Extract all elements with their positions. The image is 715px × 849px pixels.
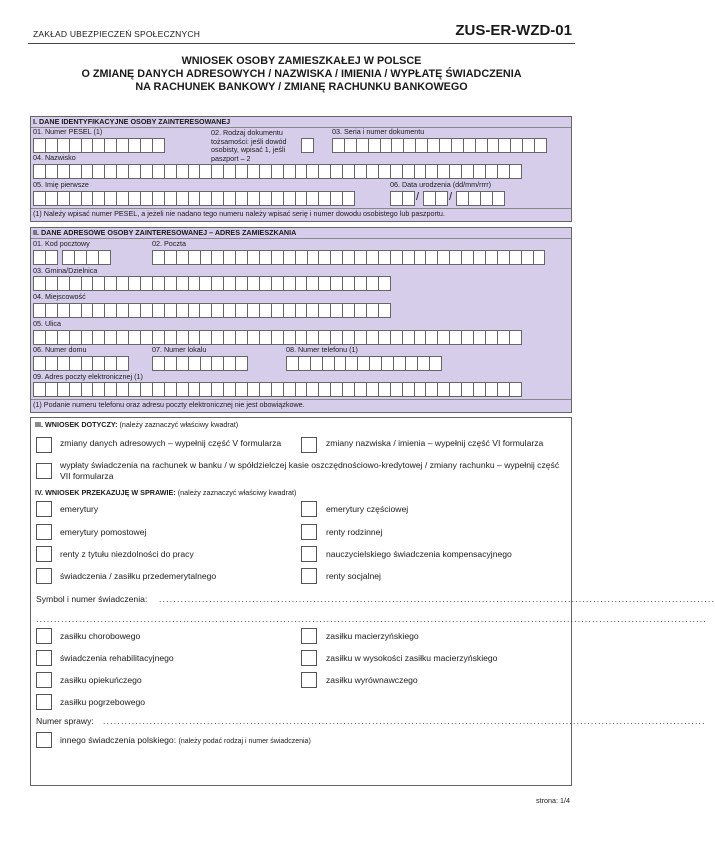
input-cell[interactable] xyxy=(378,276,391,291)
input-cell[interactable] xyxy=(435,191,448,206)
care-allowance-checkbox[interactable] xyxy=(36,672,52,688)
commune-label: 03. Gmina/Dzielnica xyxy=(33,266,98,275)
old-age-pension-label: emerytury xyxy=(60,504,99,514)
first-name-input[interactable] xyxy=(33,191,354,206)
input-cell[interactable] xyxy=(235,356,248,371)
section-3-4-request xyxy=(30,417,715,786)
post-office-label: 02. Poczta xyxy=(152,239,186,248)
flat-number-input[interactable] xyxy=(152,356,247,371)
first-name-label: 05. Imię pierwsze xyxy=(33,180,89,189)
bank-payment-label: wypłaty świadczenia na rachunek w banku / w spółdzielczej kasie oszczędnościowo-kredytowej / zmiany rachunku – wypełnij część VII formularza xyxy=(60,460,560,481)
surname-label: 04. Nazwisko xyxy=(33,153,76,162)
locality-input[interactable] xyxy=(33,303,390,318)
form-code: ZUS-ER-WZD-01 xyxy=(455,22,572,39)
survivor-pension-label: renty rodzinnej xyxy=(326,527,383,537)
commune-input[interactable] xyxy=(33,276,390,291)
funeral-benefit-checkbox[interactable] xyxy=(36,694,52,710)
input-cell[interactable] xyxy=(402,191,415,206)
survivor-pension-checkbox[interactable] xyxy=(301,524,317,540)
partial-pension-checkbox[interactable] xyxy=(301,501,317,517)
disability-pension-label: renty z tytułu niezdolności do pracy xyxy=(60,549,194,559)
input-cell[interactable] xyxy=(98,250,111,265)
locality-label: 04. Miejscowość xyxy=(33,292,86,301)
section-1-identification xyxy=(30,116,572,222)
sickness-benefit-checkbox[interactable] xyxy=(36,628,52,644)
care-allowance-label: zasiłku opiekuńczego xyxy=(60,675,142,685)
section-1-heading: I. DANE IDENTYFIKACYJNE OSOBY ZAINTERESOWANEJ xyxy=(33,117,231,126)
form-title-line-1: WNIOSEK OSOBY ZAMIESZKAŁEJ W POLSCE xyxy=(181,55,422,67)
document-series-label: 03. Seria i numer dokumentu xyxy=(332,127,425,136)
section-4-heading: IV. WNIOSEK PRZEKAZUJĘ W SPRAWIE: (należy zaznaczyć właściwy kwadrat) xyxy=(35,488,297,497)
date-separator: / xyxy=(416,191,420,203)
maternity-benefit-checkbox[interactable] xyxy=(301,628,317,644)
social-pension-checkbox[interactable] xyxy=(301,568,317,584)
other-benefit-checkbox[interactable] xyxy=(36,732,52,748)
pre-retirement-checkbox[interactable] xyxy=(36,568,52,584)
phone-input[interactable] xyxy=(286,356,441,371)
section-2-footnote: (1) Podanie numeru telefonu oraz adresu poczty elektronicznej nie jest obowiązkowe. xyxy=(33,400,305,409)
street-input[interactable] xyxy=(33,330,521,345)
social-pension-label: renty socjalnej xyxy=(326,571,381,581)
section-2-address xyxy=(30,227,572,413)
input-cell[interactable] xyxy=(534,138,547,153)
pesel-label: 01. Numer PESEL (1) xyxy=(33,127,103,136)
header-divider xyxy=(28,43,575,44)
old-age-pension-checkbox[interactable] xyxy=(36,501,52,517)
maternity-equivalent-checkbox[interactable] xyxy=(301,650,317,666)
birth-date-label: 06. Data urodzenia (dd/mm/rrrr) xyxy=(390,180,492,189)
input-cell[interactable] xyxy=(116,356,129,371)
rehabilitation-benefit-label: świadczenia rehabilitacyjnego xyxy=(60,653,174,663)
email-input[interactable] xyxy=(33,382,521,397)
postal-code-label: 01. Kod pocztowy xyxy=(33,239,90,248)
input-cell[interactable] xyxy=(509,330,522,345)
page-number: strona: 1/4 xyxy=(536,796,570,805)
partial-pension-label: emerytury częściowej xyxy=(326,504,409,514)
institution-name: ZAKŁAD UBEZPIECZEŃ SPOŁECZNYCH xyxy=(33,29,201,39)
postal-code-second-input[interactable] xyxy=(62,250,110,265)
rehabilitation-benefit-checkbox[interactable] xyxy=(36,650,52,666)
input-cell[interactable] xyxy=(509,164,522,179)
birth-year-input[interactable] xyxy=(456,191,504,206)
benefit-symbol-field-cont[interactable]: ........................................................................................................................................................................................... xyxy=(36,614,707,624)
disability-pension-checkbox[interactable] xyxy=(36,546,52,562)
input-cell[interactable] xyxy=(492,191,505,206)
bank-payment-checkbox[interactable] xyxy=(36,463,52,479)
address-change-label: zmiany danych adresowych – wypełnij część V formularza xyxy=(60,438,282,448)
input-cell[interactable] xyxy=(301,138,314,153)
maternity-equivalent-label: zasiłku w wysokości zasiłku macierzyńskiego xyxy=(326,653,498,663)
teacher-benefit-label: nauczycielskiego świadczenia kompensacyjnego xyxy=(326,549,512,559)
section-1-footnote: (1) Należy wpisać numer PESEL, a jeżeli nie nadano tego numeru należy wpisać serię i numer dowodu osobistego lub paszportu. xyxy=(33,209,445,218)
compensatory-benefit-label: zasiłku wyrównawczego xyxy=(326,675,418,685)
section-3-heading: III. WNIOSEK DOTYCZY: (należy zaznaczyć właściwy kwadrat) xyxy=(35,420,239,429)
document-series-input[interactable] xyxy=(332,138,546,153)
birth-month-input[interactable] xyxy=(423,191,447,206)
postal-code-first-input[interactable] xyxy=(33,250,57,265)
input-cell[interactable] xyxy=(45,250,58,265)
input-cell[interactable] xyxy=(509,382,522,397)
benefit-symbol-field[interactable]: ........................................................................................................................................................... xyxy=(159,594,715,604)
case-number-field[interactable]: ........................................................................................................................................................................ xyxy=(103,716,706,726)
form-title-line-3: NA RACHUNEK BANKOWY / ZMIANĘ RACHUNKU BANKOWEGO xyxy=(135,81,468,93)
address-change-checkbox[interactable] xyxy=(36,437,52,453)
phone-label: 08. Numer telefonu (1) xyxy=(286,345,358,354)
form-title-line-2: O ZMIANĘ DANYCH ADRESOWYCH / NAZWISKA / IMIENIA / WYPŁATĘ ŚWIADCZENIA xyxy=(81,68,522,80)
case-number-label: Numer sprawy: xyxy=(36,716,94,726)
funeral-benefit-label: zasiłku pogrzebowego xyxy=(60,697,146,707)
post-office-input[interactable] xyxy=(152,250,544,265)
section-2-heading: II. DANE ADRESOWE OSOBY ZAINTERESOWANEJ – ADRES ZAMIESZKANIA xyxy=(33,228,297,237)
teacher-benefit-checkbox[interactable] xyxy=(301,546,317,562)
input-cell[interactable] xyxy=(152,138,165,153)
name-change-checkbox[interactable] xyxy=(301,437,317,453)
compensatory-benefit-checkbox[interactable] xyxy=(301,672,317,688)
document-type-label: 02. Rodzaj dokumentu tożsamości: jeśli dowód osobisty, wpisać 1, jeśli paszport – 2 xyxy=(211,128,287,163)
surname-input[interactable] xyxy=(33,164,521,179)
house-number-label: 06. Numer domu xyxy=(33,345,87,354)
input-cell[interactable] xyxy=(429,356,442,371)
maternity-benefit-label: zasiłku macierzyńskiego xyxy=(326,631,419,641)
bridging-pension-label: emerytury pomostowej xyxy=(60,527,147,537)
benefit-symbol-label: Symbol i numer świadczenia: xyxy=(36,594,148,604)
bridging-pension-checkbox[interactable] xyxy=(36,524,52,540)
flat-number-label: 07. Numer lokalu xyxy=(152,345,207,354)
sickness-benefit-label: zasiłku chorobowego xyxy=(60,631,141,641)
pesel-input[interactable] xyxy=(33,138,164,153)
email-label: 09. Adres poczty elektronicznej (1) xyxy=(33,372,143,381)
house-number-input[interactable] xyxy=(33,356,128,371)
document-type-input[interactable] xyxy=(301,138,313,153)
input-cell[interactable] xyxy=(533,250,546,265)
other-benefit-label: innego świadczenia polskiego: (należy podać rodzaj i numer świadczenia) xyxy=(60,735,311,745)
input-cell[interactable] xyxy=(378,303,391,318)
input-cell[interactable] xyxy=(342,191,355,206)
birth-day-input[interactable] xyxy=(390,191,414,206)
date-separator: / xyxy=(449,191,453,203)
street-label: 05. Ulica xyxy=(33,319,61,328)
name-change-label: zmiany nazwiska / imienia – wypełnij część VI formularza xyxy=(326,438,544,448)
pre-retirement-label: świadczenia / zasiłku przedemerytalnego xyxy=(60,571,217,581)
